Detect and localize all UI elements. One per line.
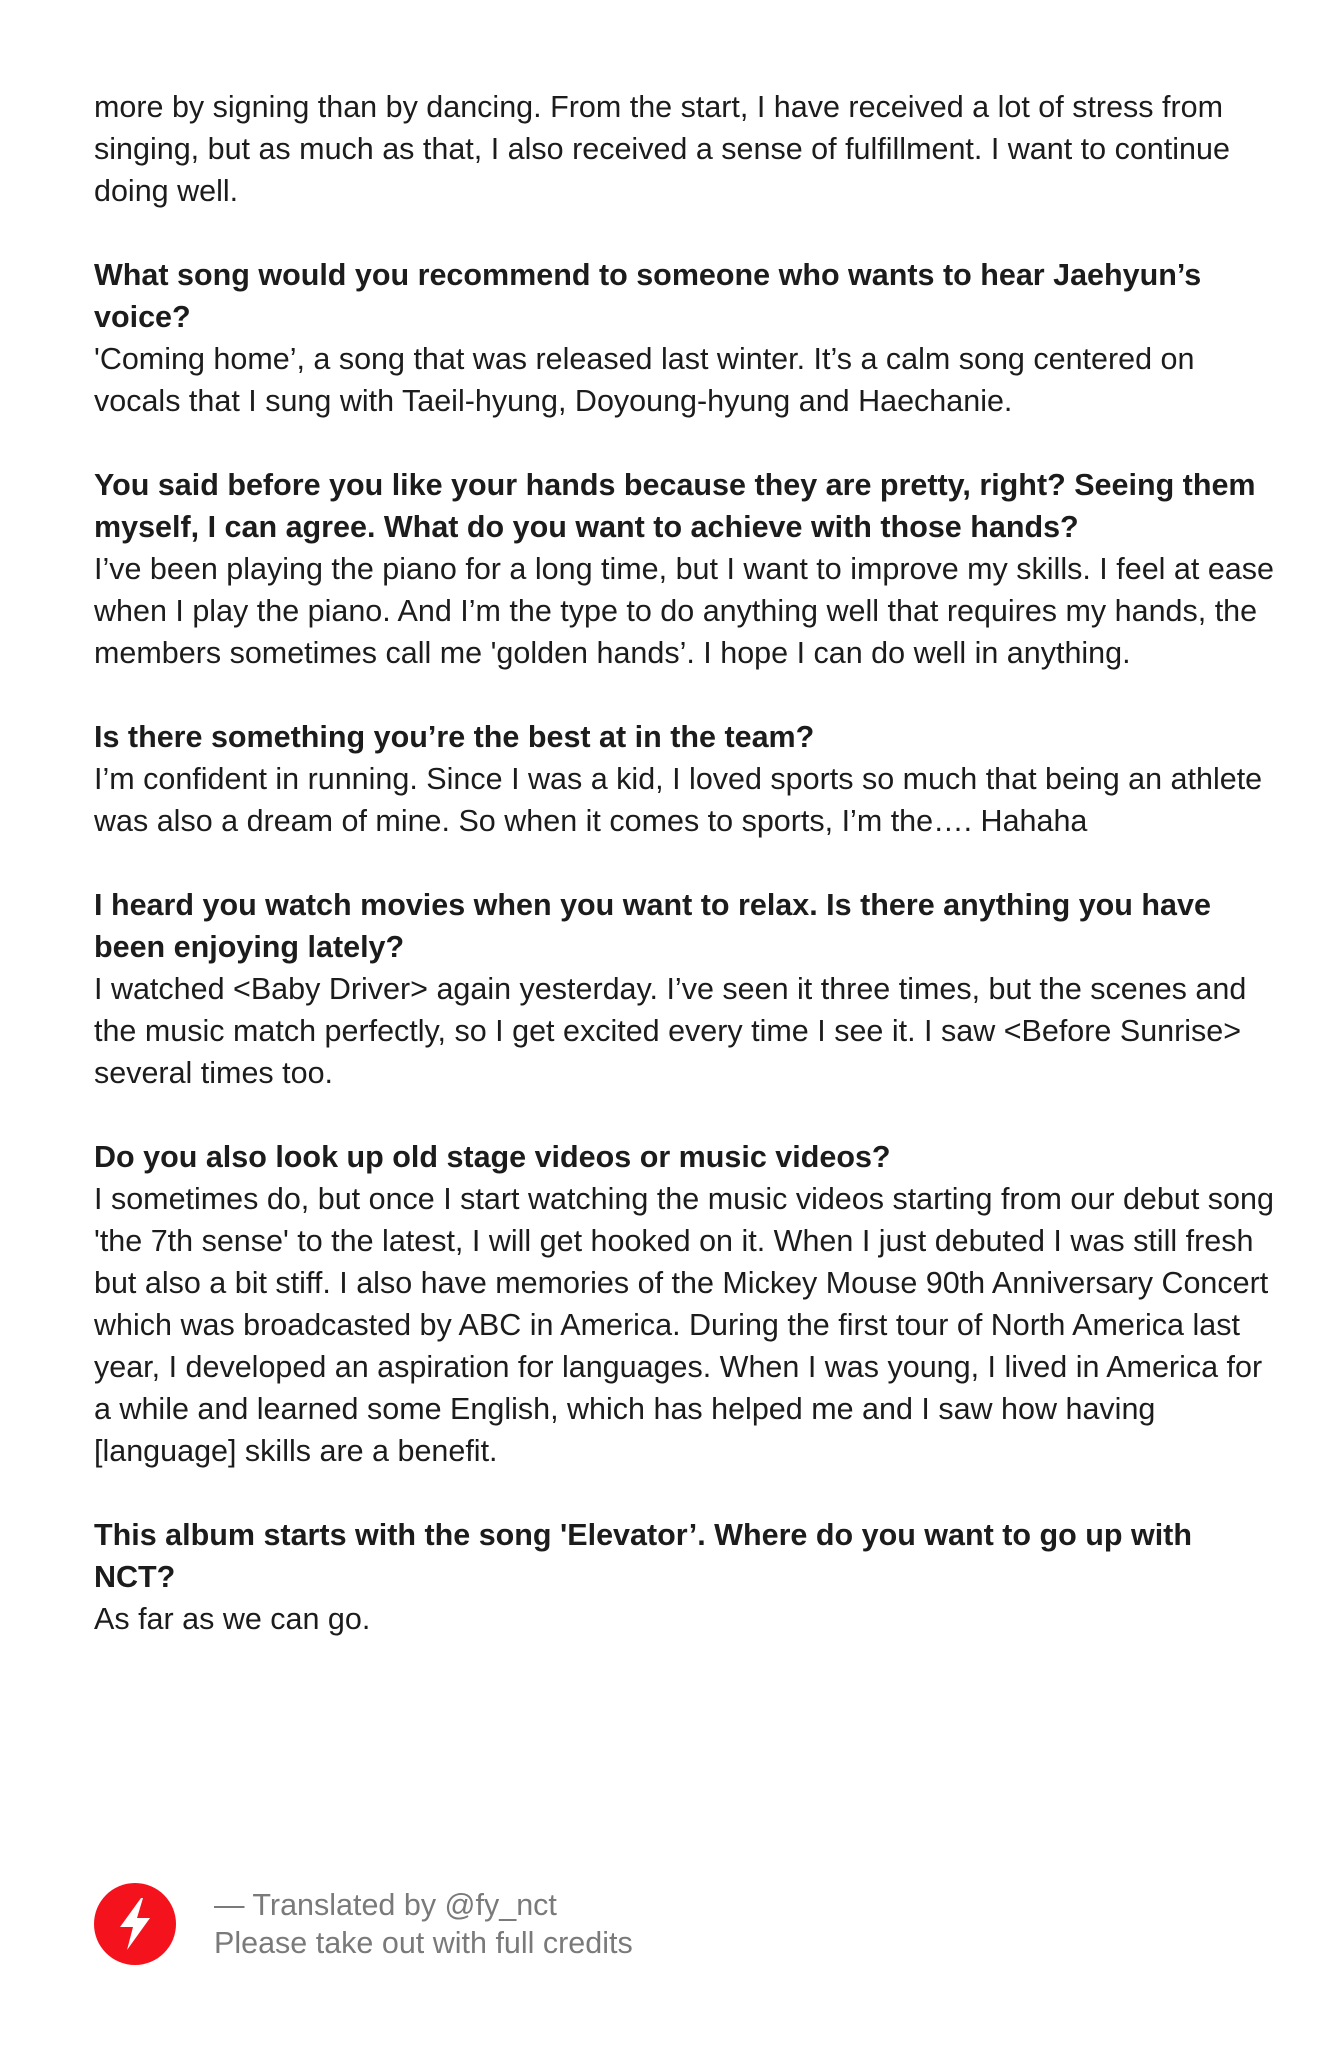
translated-by: — Translated by @fy_nct [214,1888,557,1922]
answer: I’m confident in running. Since I was a kid, I loved sports so much that being an athlete was also a dream of mine. So when it comes to sports, I’m the…. Hahaha [94,762,1263,838]
qa-block [94,464,1274,674]
qa-block [94,1136,1274,1472]
translation-credit [94,1883,633,1965]
answer: 'Coming home’, a song that was released last winter. It’s a calm song centered on vocals that I sung with Taeil-hyung, Doyoung-hyung and Haechanie. [94,342,1195,418]
question: Do you also look up old stage videos or music videos? [94,1140,891,1174]
qa-block [94,716,1274,842]
question: You said before you like your hands because they are pretty, right? Seeing them myself, I can agree. What do you want to achieve with those hands? [94,468,1256,544]
question: I heard you watch movies when you want to relax. Is there anything you have been enjoying lately? [94,888,1211,964]
answer: I sometimes do, but once I start watching the music videos starting from our debut song 'the 7th sense' to the latest, I will get hooked on it. When I just debuted I was still fresh but also a bit stiff. I also have memories of the Mickey Mouse 90th Anniversary Concert which was broadcasted by ABC in America. During the first tour of North America last year, I developed an aspiration for languages. When I was young, I lived in America for a while and learned some English, which has helped me and I saw how having [language] skills are a benefit. [94,1182,1274,1468]
answer: I’ve been playing the piano for a long time, but I want to improve my skills. I feel at ease when I play the piano. And I’m the type to do anything well that requires my hands, the members sometimes call me 'golden hands’. I hope I can do well in anything. [94,552,1274,670]
question: What song would you recommend to someone who wants to hear Jaehyun’s voice? [94,258,1202,334]
lightning-bolt-icon [94,1883,176,1965]
intro-paragraph: more by signing than by dancing. From the start, I have received a lot of stress from singing, but as much as that, I also received a sense of fulfillment. I want to continue doing well. [94,90,1230,208]
answer: I watched <Baby Driver> again yesterday. I’ve seen it three times, but the scenes and the music match perfectly, so I get excited every time I see it. I saw <Before Sunrise> several times too. [94,972,1247,1090]
qa-block [94,254,1274,422]
answer: As far as we can go. [94,1602,371,1636]
question: Is there something you’re the best at in the team? [94,720,815,754]
qa-block [94,884,1274,1094]
article-body [94,86,1274,1640]
lightning-bolt-glyph [112,1896,158,1952]
question: This album starts with the song 'Elevator’. Where do you want to go up with NCT? [94,1518,1192,1594]
credits-note: Please take out with full credits [214,1926,633,1960]
credits-text [214,1886,633,1962]
qa-block [94,1514,1274,1640]
